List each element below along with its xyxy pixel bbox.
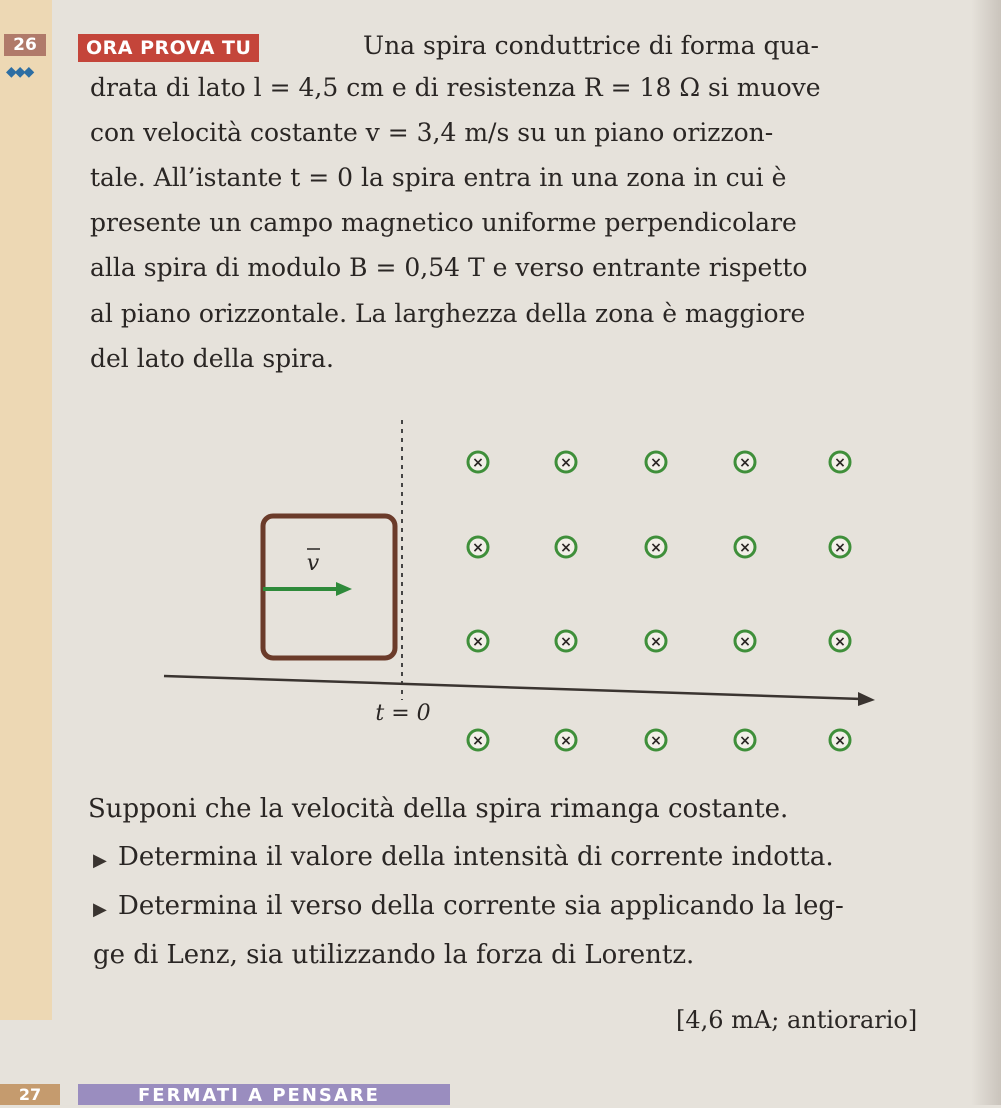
problem-line-8: del lato della spira.: [90, 344, 334, 373]
problem-line-2: drata di lato l = 4,5 cm e di resistenza R = 18 Ω si muove: [90, 73, 821, 102]
svg-text:×: ×: [560, 634, 572, 650]
next-exercise-badge: FERMATI A PENSARE: [78, 1084, 450, 1105]
field-into-page-icon: [735, 730, 755, 750]
svg-text:×: ×: [472, 733, 484, 749]
magnetic-field-grid: [468, 452, 850, 750]
horizontal-axis: [164, 676, 862, 699]
svg-text:×: ×: [834, 455, 846, 471]
problem-line-4: tale. All’istante t = 0 la spira entra in una zona in cui è: [90, 163, 787, 192]
bullet-arrow-icon: ▶: [93, 850, 107, 871]
svg-text:×: ×: [834, 540, 846, 556]
question-1: Determina il valore della intensità di corrente indotta.: [118, 842, 834, 872]
problem-line-6: alla spira di modulo B = 0,54 T e verso entrante rispetto: [90, 253, 808, 282]
svg-text:×: ×: [650, 455, 662, 471]
time-label: t = 0: [375, 701, 431, 726]
field-into-page-icon: [830, 730, 850, 750]
svg-text:×: ×: [472, 634, 484, 650]
field-into-page-icon: [646, 452, 666, 472]
problem-line-1: Una spira conduttrice di forma qua-: [363, 31, 819, 60]
field-into-page-icon: [735, 537, 755, 557]
svg-text:×: ×: [739, 634, 751, 650]
field-into-page-icon: [556, 631, 576, 651]
field-into-page-icon: [735, 452, 755, 472]
svg-text:×: ×: [560, 733, 572, 749]
field-into-page-icon: [830, 537, 850, 557]
velocity-label: v: [306, 551, 320, 576]
question-intro: Supponi che la velocità della spira rimanga costante.: [88, 794, 789, 824]
field-into-page-icon: [556, 452, 576, 472]
field-into-page-icon: [468, 452, 488, 472]
field-into-page-icon: [556, 730, 576, 750]
svg-text:×: ×: [739, 455, 751, 471]
problem-line-5: presente un campo magnetico uniforme perpendicolare: [90, 208, 797, 237]
field-into-page-icon: [830, 452, 850, 472]
svg-text:×: ×: [650, 634, 662, 650]
question-2-line-2: ge di Lenz, sia utilizzando la forza di Lorentz.: [93, 940, 695, 970]
svg-text:×: ×: [560, 455, 572, 471]
svg-text:×: ×: [650, 540, 662, 556]
field-into-page-icon: [468, 730, 488, 750]
exercise-number: 26: [4, 34, 46, 56]
exercise-badge: ORA PROVA TU: [78, 34, 259, 62]
field-into-page-icon: [468, 537, 488, 557]
svg-text:×: ×: [472, 540, 484, 556]
field-into-page-icon: [646, 730, 666, 750]
answer: [4,6 mA; antiorario]: [676, 1006, 918, 1034]
svg-text:×: ×: [560, 540, 572, 556]
question-2-line-1: Determina il verso della corrente sia applicando la leg-: [118, 891, 844, 921]
field-into-page-icon: [646, 631, 666, 651]
svg-text:×: ×: [834, 733, 846, 749]
physics-figure: [0, 400, 1001, 780]
svg-text:×: ×: [472, 455, 484, 471]
svg-text:×: ×: [739, 540, 751, 556]
bullet-arrow-icon: ▶: [93, 899, 107, 920]
svg-text:×: ×: [650, 733, 662, 749]
velocity-arrowhead: [336, 582, 352, 596]
problem-line-3: con velocità costante v = 3,4 m/s su un piano orizzon-: [90, 118, 774, 147]
svg-text:×: ×: [739, 733, 751, 749]
field-into-page-icon: [735, 631, 755, 651]
svg-text:×: ×: [834, 634, 846, 650]
field-into-page-icon: [556, 537, 576, 557]
field-into-page-icon: [468, 631, 488, 651]
next-exercise-number: 27: [0, 1084, 60, 1105]
field-into-page-icon: [830, 631, 850, 651]
axis-arrowhead: [858, 692, 875, 706]
difficulty-indicator: ◆◆◆: [6, 64, 33, 80]
problem-line-7: al piano orizzontale. La larghezza della zona è maggiore: [90, 299, 806, 328]
field-into-page-icon: [646, 537, 666, 557]
